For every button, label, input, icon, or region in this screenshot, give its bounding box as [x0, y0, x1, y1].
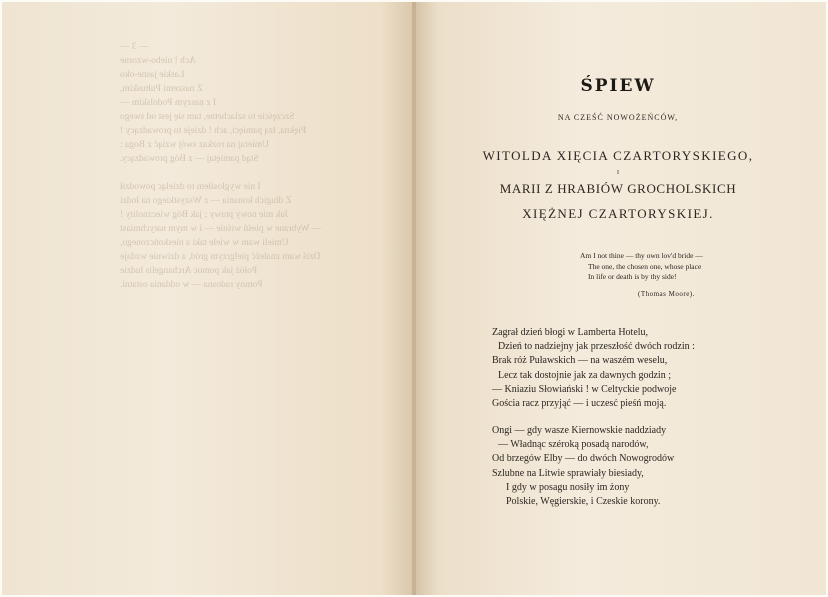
bleed-through-line — [120, 166, 370, 180]
epigraph-line: Am I not thine — thy own lov'd bride — — [580, 251, 703, 260]
verse-line: Gościa racz przyjąć — i uczesć pieśń moją. — [492, 398, 667, 410]
dedication-name-line-2: MARII Z HRABIÓW GROCHOLSKICH — [499, 181, 737, 196]
bleed-through-line: I z naszym Podolskim — — [120, 98, 217, 108]
bleed-through-line: Pomny radosna — w oddania ostatni. — [120, 280, 263, 290]
bleed-through-line: Dziś wam znaleźć pielgrzym gród, a dziwnie wzdaje — [120, 252, 321, 262]
epigraph-attribution: (Thomas Moore). — [638, 290, 695, 298]
poem-subtitle: NA CZEŚĆ NOWOŻEŃCÓW, — [557, 113, 679, 122]
right-page-content — [412, 0, 824, 593]
bleed-through-line: I nie wygłosiłem to dzieląc powodził — [120, 182, 261, 192]
bleed-through-line: Szczęście to szlachetne, tam się jest od swego — [120, 112, 295, 122]
bleed-through-line: Połóż jak pomoc Archangelis ludzie — [120, 266, 258, 276]
verse-line: I gdy w posagu nosiły im żony — [506, 481, 630, 493]
dedication-name-line-1: WITOLDA XIĘCIA CZARTORYSKIEGO, — [482, 148, 754, 163]
bleed-through-line: Ach ! niebo-wzorne — [120, 56, 196, 66]
verse-line: Szlubne na Litwie sprawiały biesiady, — [492, 467, 644, 479]
bleed-through-line: Z naszemi Pułtuskim, — [120, 84, 203, 94]
bleed-through-line: Stąd pamiętaj — z Bóg prowadzący. — [120, 154, 259, 164]
dedication-name-line-3: XIĘŻNEJ CZARTORYSKIEJ. — [522, 206, 714, 221]
verse-line: — Kniaziu Słowiański ! w Celtyckie podwoje — [492, 383, 677, 395]
verse-line: Dzień to nadziejny jak przeszłość dwóch rodzin : — [498, 341, 695, 353]
verse-line: Zagrał dzień błogi w Lamberta Hotelu, — [492, 327, 649, 338]
bleed-through-line: Umieli wam w wiele taki a nieskończonego, — [120, 238, 289, 248]
stanza-1 — [484, 326, 714, 411]
verse-line: Lecz tak dostojnie jak za dawnych godzin ; — [498, 369, 671, 381]
epigraph-line: The one, the chosen one, whose place — [588, 261, 702, 271]
bleed-through-line: Łaskie jasne-oko — [120, 70, 185, 80]
verse-line: Brak róż Puławskich — na waszém weselu, — [492, 355, 668, 367]
verse-line: — Władnąc széroką posadą narodów, — [498, 439, 649, 451]
epigraph-line: In life or death is by thy side! — [588, 272, 677, 281]
verse-line: Polskie, Węgierskie, i Czeskie korony. — [506, 496, 661, 508]
verse-line: Od brzegów Elby — do dwóch Nowogrodów — [492, 453, 675, 465]
bleed-through-line: — Wybrane w pieśń wiśnie — i w mym natychmiast — [120, 224, 322, 234]
bleed-through-line: Z długich konania — z Wszystkiego na łodzi — [120, 196, 292, 206]
verse-line: Ongi — gdy wasze Kiernowskie naddziady — [492, 425, 667, 436]
dedication-conjunction: I — [617, 170, 619, 176]
poem-title: ŚPIEW — [580, 76, 656, 96]
bleed-through-line: Umieraj na rozkaz swój wziąć z Boga : — [120, 140, 270, 150]
bleed-through-line: Piękna, łzą pamięci, ach ! dzieje to prowadzący ! — [120, 126, 307, 136]
left-page-bleed-through-text — [120, 40, 370, 292]
bleed-through-line: — 3 — — [120, 42, 149, 52]
epigraph — [580, 251, 810, 283]
bleed-through-line: Jak mie nowy prawy ; jak Bóg wiecznolity ! — [120, 210, 289, 220]
stanza-2 — [484, 424, 714, 509]
